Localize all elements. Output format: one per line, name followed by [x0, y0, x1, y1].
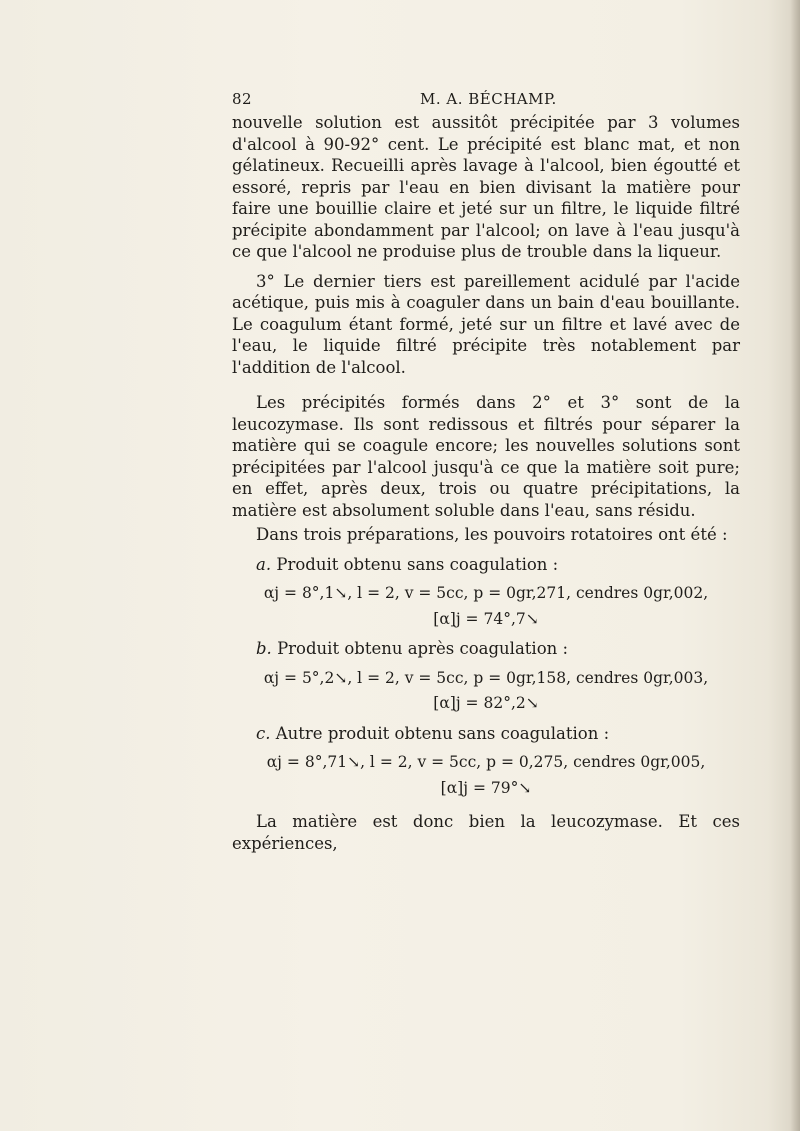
- paragraph-third-portion: 3° Le dernier tiers est pareillement acidulé par l'acide acétique, puis mis à coaguler dans un bain d'eau bouillante. Le coagulum étant formé, jeté sur un filtre et lavé avec de l'eau, le liquide filtré précipite très notablement par l'addition de l'alcool.: [232, 271, 740, 377]
- page-header: [232, 90, 738, 114]
- paragraph-preparations-intro: Dans trois préparations, les pouvoirs rotatoires ont été :: [256, 525, 728, 544]
- sample-c-text: Autre produit obtenu sans coagulation :: [275, 723, 610, 743]
- sample-a-letter: a.: [256, 554, 272, 574]
- sample-b-label: [232, 638, 740, 660]
- sample-b-letter: b.: [256, 639, 272, 658]
- body-text: [232, 112, 740, 854]
- sample-a-label: [232, 554, 740, 576]
- sample-a-text: Produit obtenu sans coagulation :: [276, 554, 559, 574]
- sample-b-measure: αj = 5°,2↘, l = 2, v = 5cc, p = 0gr,158, cendres 0gr,003,: [263, 668, 709, 687]
- sample-c-letter: c.: [256, 723, 271, 743]
- page-edge-shadow: [790, 0, 800, 1131]
- running-head: M. A. BÉCHAMP.: [420, 90, 557, 108]
- sample-b-rotation: [α]j = 82°,2↘: [433, 694, 539, 712]
- paragraph-continuation: nouvelle solution est aussitôt précipitée par 3 volumes d'alcool à 90-92° cent. Le précipité est blanc mat, et non gélatineux. Recueilli après lavage à l'alcool, bien égoutté et essoré, repris par l'eau en bien divisant la matière pour faire une bouillie claire et jeté sur un filtre, le liquide filtré précipite abondamment par l'alcool; on lave à l'eau jusqu'à ce que l'alcool ne produise plus de trouble dans la liqueur.: [232, 113, 740, 261]
- paragraph-precipitates: Les précipités formés dans 2° et 3° sont de la leucozymase. Ils sont redissous et filtrés pour séparer la matière qui se coagule encore; les nouvelles solutions sont précipitées par l'alcool jusqu'à ce que la matière soit pure; en effet, après deux, trois ou quatre précipitations, la matière est absolument soluble dans l'eau, sans résidu.: [232, 393, 740, 520]
- page-number: 82: [232, 90, 253, 108]
- sample-b-text: Produit obtenu après coagulation :: [277, 639, 569, 658]
- sample-a-rotation: [α]j = 74°,7↘: [433, 609, 539, 628]
- sample-c-rotation: [α]j = 79°↘: [440, 778, 532, 797]
- sample-c-measure: αj = 8°,71↘, l = 2, v = 5cc, p = 0,275, cendres 0gr,005,: [266, 753, 706, 771]
- sample-a-measure: αj = 8°,1↘, l = 2, v = 5cc, p = 0gr,271, cendres 0gr,002,: [263, 584, 709, 602]
- closing-line: La matière est donc bien la leucozymase. Et ces expériences,: [232, 812, 740, 853]
- sample-c-label: [232, 723, 740, 745]
